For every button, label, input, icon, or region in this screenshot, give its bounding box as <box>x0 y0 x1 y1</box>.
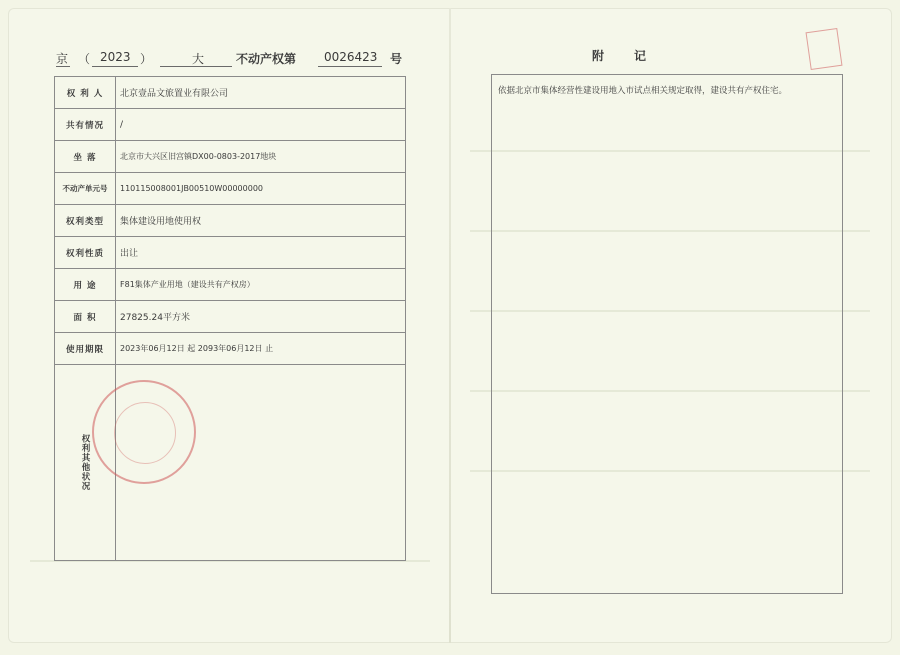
table-row <box>55 301 406 333</box>
row-label: 用 途 <box>55 269 116 301</box>
header-year-open: （ <box>78 52 91 66</box>
table-row <box>55 77 406 109</box>
row-value: 北京壹品文旅置业有限公司 <box>116 77 406 109</box>
header-cert-number: 0026423 <box>324 50 378 64</box>
table-row <box>55 173 406 205</box>
header-district: 大 <box>192 52 205 66</box>
row-label: 共有情况 <box>55 109 116 141</box>
underline <box>318 66 382 67</box>
underline <box>56 66 70 67</box>
row-label: 不动产单元号 <box>55 173 116 205</box>
header-year-close: ） <box>140 52 153 66</box>
table-row <box>55 269 406 301</box>
header-suffix: 号 <box>390 52 403 66</box>
row-value: / <box>116 109 406 141</box>
fuji-title: 附记 <box>592 49 677 63</box>
header-year: 2023 <box>100 50 131 64</box>
certificate-header <box>56 46 416 70</box>
row-value: 北京市大兴区旧宫镇DX00-0803-2017地块 <box>116 141 406 173</box>
registration-table <box>54 76 406 561</box>
header-prefix: 京 <box>56 52 69 66</box>
underline <box>160 66 232 67</box>
official-seal <box>92 380 196 484</box>
corner-seal <box>806 28 843 70</box>
table-row <box>55 237 406 269</box>
row-value: 集体建设用地使用权 <box>116 205 406 237</box>
fuji-box <box>491 74 843 594</box>
row-value: 110115008001JB00510W00000000 <box>116 173 406 205</box>
row-label: 面 积 <box>55 301 116 333</box>
table-row <box>55 333 406 365</box>
fuji-text: 依据北京市集体经营性建设用地入市试点相关规定取得，建设共有产权住宅。 <box>498 86 788 96</box>
row-label: 权利类型 <box>55 205 116 237</box>
row-label: 权利性质 <box>55 237 116 269</box>
row-label: 使用期限 <box>55 333 116 365</box>
table-row <box>55 205 406 237</box>
row-value: 2023年06月12日 起 2093年06月12日 止 <box>116 333 406 365</box>
table-row <box>55 109 406 141</box>
row-label: 坐 落 <box>55 141 116 173</box>
header-cert-label: 不动产权第 <box>236 52 297 66</box>
row-value: 出让 <box>116 237 406 269</box>
seal-inner-ring <box>114 402 176 464</box>
row-label: 权 利 人 <box>55 77 116 109</box>
table-row <box>55 141 406 173</box>
other-label: 权利其他状况 <box>80 434 90 491</box>
row-value: 27825.24平方米 <box>116 301 406 333</box>
underline <box>92 66 138 67</box>
center-fold <box>449 8 451 643</box>
row-value: F81集体产业用地（建设共有产权房） <box>116 269 406 301</box>
